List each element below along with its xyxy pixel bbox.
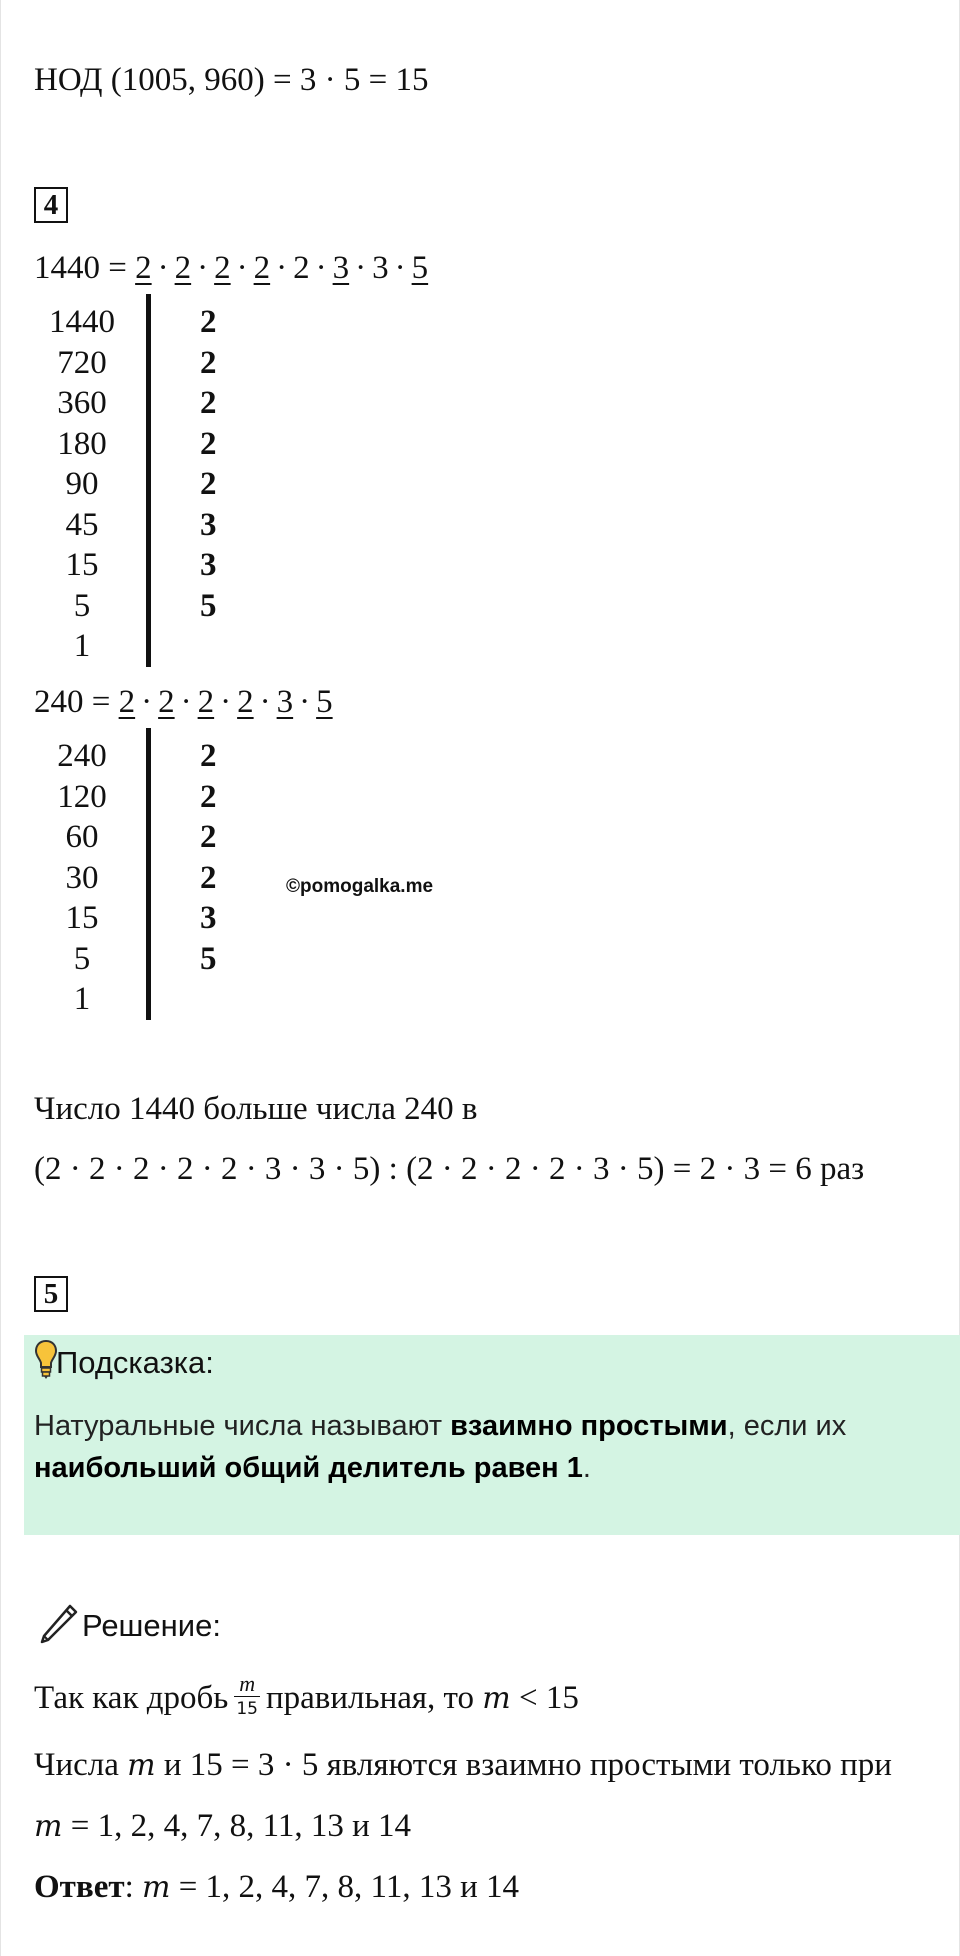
factor: 2 <box>174 250 192 286</box>
watermark: ©pomogalka.me <box>286 876 434 897</box>
fraction: $\frac{m}{15}$ <box>236 1671 258 1719</box>
divisor: 2 <box>200 466 217 502</box>
factor: 2 <box>253 250 271 286</box>
multiply-dot: · <box>157 250 169 286</box>
dividend: 240 <box>57 738 107 774</box>
factor: 5 <box>316 684 333 720</box>
divisor: 2 <box>200 425 217 462</box>
hint-title: Подсказка: <box>56 1345 214 1380</box>
multiply-dot: · <box>299 684 311 720</box>
factor: 2 <box>118 684 136 720</box>
dividend: 15 <box>65 900 99 936</box>
multiply-dot: · <box>394 250 406 286</box>
dividend: 1440 <box>49 304 115 340</box>
multiply-dot: · <box>236 250 248 286</box>
factor: 2 <box>197 684 215 720</box>
factor: 3 <box>332 250 350 286</box>
multiply-dot: · <box>197 250 209 286</box>
multiply-dot: · <box>180 684 192 720</box>
answer-line: Ответ: m = 1, 2, 4, 7, 8, 11, 13 и 14 <box>34 1869 519 1905</box>
factor: 2 <box>237 684 254 720</box>
dividend: 180 <box>57 425 107 462</box>
pencil-icon <box>36 1600 80 1649</box>
divisor: 2 <box>200 778 217 815</box>
dividend: 1 <box>73 628 91 664</box>
dividend: 5 <box>73 940 91 977</box>
divisor: 2 <box>200 304 217 340</box>
lightbulb-icon <box>34 1339 58 1386</box>
dividend: 90 <box>65 466 99 502</box>
dividend: 5 <box>73 587 91 624</box>
task-4-number: 4 <box>34 187 68 223</box>
solution-line-1: Так как дробь $\frac{m}{15}$ правильная, то m < 15 <box>34 1671 579 1719</box>
multiply-dot: · <box>259 684 271 720</box>
factor: 3 <box>276 684 294 720</box>
dividend: 360 <box>57 385 107 421</box>
divisor: 2 <box>200 819 217 855</box>
dividend: 30 <box>65 859 99 896</box>
conclusion-line-2: (2 · 2 · 2 · 2 · 2 · 3 · 3 · 5) : (2 · 2 · 2 · 2 · 3 · 5) = 2 · 3 = 6 раз <box>34 1151 865 1187</box>
division-bar <box>146 294 151 667</box>
equation-lhs: 1440 = <box>34 250 127 286</box>
divisor: 3 <box>200 900 217 936</box>
equation-lhs: 240 = <box>34 684 111 720</box>
multiply-dot: · <box>276 250 288 286</box>
dividend: 120 <box>57 778 107 815</box>
gcd-line: НОД (1005, 960) = 3 · 5 = 15 <box>34 62 429 98</box>
multiply-dot: · <box>141 684 153 720</box>
task-5-number: 5 <box>34 1276 68 1312</box>
divisor: 2 <box>200 859 217 896</box>
dividend: 1 <box>73 981 91 1017</box>
divisor: 5 <box>200 587 217 624</box>
divisor: 2 <box>200 738 217 774</box>
dividend: 60 <box>65 819 99 855</box>
solution-line-2: Числа m и 15 = 3 · 5 являются взаимно простыми только при <box>34 1747 892 1783</box>
solution-title: Решение: <box>82 1608 221 1643</box>
answer-label: Ответ <box>34 1869 125 1905</box>
conclusion-line-1: Число 1440 больше числа 240 в <box>34 1091 478 1127</box>
divisor: 2 <box>200 385 217 421</box>
divisor: 5 <box>200 940 217 977</box>
factor: 5 <box>411 250 429 286</box>
left-border <box>0 0 1 1956</box>
factor: 3 <box>372 250 389 286</box>
factor: 2 <box>158 684 175 720</box>
multiply-dot: · <box>315 250 327 286</box>
factorization-1440 <box>34 252 428 285</box>
multiply-dot: · <box>355 250 367 286</box>
divisor: 3 <box>200 506 217 543</box>
divisor: 2 <box>200 344 217 381</box>
divisor: 3 <box>200 547 217 583</box>
solution-line-3: m = 1, 2, 4, 7, 8, 11, 13 и 14 <box>34 1808 411 1844</box>
factor: 2 <box>135 250 152 286</box>
division-bar <box>146 728 151 1020</box>
hint-text: Натуральные числа называют взаимно простыми, если их наибольший общий делитель равен 1. <box>34 1410 847 1484</box>
factor: 2 <box>293 250 310 286</box>
dividend: 720 <box>57 344 107 381</box>
dividend: 15 <box>65 547 99 583</box>
factor: 2 <box>214 250 231 286</box>
dividend: 45 <box>65 506 99 543</box>
factorization-240 <box>34 686 333 719</box>
multiply-dot: · <box>220 684 232 720</box>
